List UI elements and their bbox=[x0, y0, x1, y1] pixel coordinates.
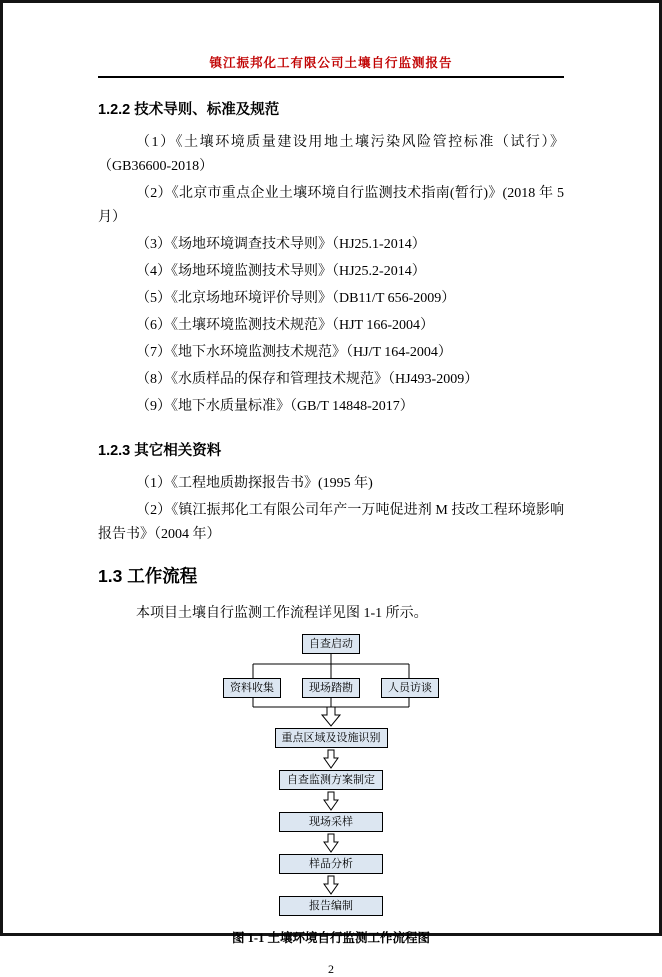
flow-down-arrow-icon bbox=[322, 791, 340, 811]
standard-item: （1）《土壤环境质量建设用地土壤污染风险管控标准（试行）》（GB36600-2018） bbox=[98, 135, 564, 174]
flow-node-personnel-interview: 人员访谈 bbox=[381, 678, 439, 698]
section-heading-1-2-2: 1.2.2 技术导则、标准及规范 bbox=[98, 102, 280, 118]
flow-node-sample-analysis: 样品分析 bbox=[279, 854, 383, 874]
workflow-intro-paragraph: 本项目土壤自行监测工作流程详见图 1-1 所示。 bbox=[136, 606, 428, 621]
flow-merge-connector bbox=[252, 698, 410, 728]
flow-parallel-row bbox=[223, 678, 439, 698]
flow-branch-connector bbox=[252, 654, 410, 678]
reference-item: （2）《镇江振邦化工有限公司年产一万吨促进剂 M 技改工程环境影响报告书》（2004 年） bbox=[98, 503, 564, 542]
flow-node-site-survey: 现场踏勘 bbox=[302, 678, 360, 698]
standard-item: （3）《场地环境调查技术导则》（HJ25.1-2014） bbox=[136, 237, 426, 252]
standard-item: （5）《北京场地环境评价导则》（DB11/T 656-2009） bbox=[136, 291, 456, 306]
flow-down-arrow-icon bbox=[322, 749, 340, 769]
flow-node-self-check-start: 自查启动 bbox=[302, 634, 360, 654]
reference-item: （1）《工程地质勘探报告书》(1995 年) bbox=[136, 476, 373, 491]
workflow-flowchart bbox=[98, 634, 564, 916]
flow-node-monitoring-plan: 自查监测方案制定 bbox=[279, 770, 383, 790]
standard-item: （2）《北京市重点企业土壤环境自行监测技术指南(暂行)》(2018 年 5 月） bbox=[98, 186, 564, 225]
standard-item: （7）《地下水环境监测技术规范》（HJ/T 164-2004） bbox=[136, 345, 452, 360]
flow-down-arrow-icon bbox=[322, 875, 340, 895]
standard-item: （4）《场地环境监测技术导则》（HJ25.2-2014） bbox=[136, 264, 426, 279]
standard-item: （6）《土壤环境监测技术规范》（HJT 166-2004） bbox=[136, 318, 435, 333]
flow-down-arrow-icon bbox=[322, 833, 340, 853]
figure-caption: 图 1-1 土壤环境自行监测工作流程图 bbox=[232, 931, 430, 945]
page-content bbox=[3, 3, 659, 977]
page-header bbox=[98, 53, 564, 78]
flow-node-field-sampling: 现场采样 bbox=[279, 812, 383, 832]
section-heading-1-2-3: 1.2.3 其它相关资料 bbox=[98, 443, 222, 459]
page-number: 2 bbox=[328, 962, 334, 976]
header-rule bbox=[98, 76, 564, 78]
flow-node-report-compilation: 报告编制 bbox=[279, 896, 383, 916]
flow-node-data-collection: 资料收集 bbox=[223, 678, 281, 698]
header-title: 镇江振邦化工有限公司土壤自行监测报告 bbox=[209, 56, 453, 70]
flow-node-key-area-identification: 重点区域及设施识别 bbox=[275, 728, 388, 748]
standard-item: （9）《地下水质量标准》（GB/T 14848-2017） bbox=[136, 399, 414, 414]
standard-item: （8）《水质样品的保存和管理技术规范》（HJ493-2009） bbox=[136, 372, 479, 387]
section-heading-1-3: 1.3 工作流程 bbox=[98, 566, 198, 586]
